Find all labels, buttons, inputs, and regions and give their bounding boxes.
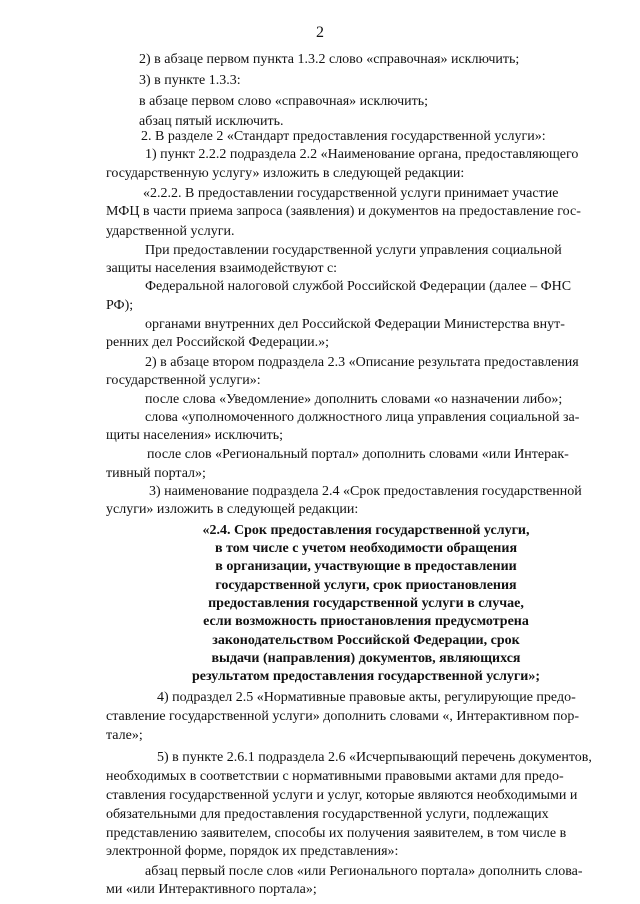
text-line: щиты населения» исключить; bbox=[106, 428, 284, 443]
text-line: 4) подраздел 2.5 «Нормативные правовые акты, регулирующие предо- bbox=[157, 690, 576, 705]
text-line: электронной форме, порядок их представления»: bbox=[106, 844, 399, 859]
text-line: МФЦ в части приема запроса (заявления) и документов на предоставление гос- bbox=[106, 204, 581, 219]
text-line: 5) в пункте 2.6.1 подраздела 2.6 «Исчерпывающий перечень документов, bbox=[157, 750, 592, 765]
text-line: «2.2.2. В предоставлении государственной услуги принимает участие bbox=[143, 186, 559, 201]
text-line: Федеральной налоговой службой Российской Федерации (далее – ФНС bbox=[145, 279, 572, 294]
page-number: 2 bbox=[316, 24, 324, 41]
section-heading-line: выдачи (направления) документов, являющихся bbox=[211, 651, 521, 666]
text-line: ренних дел Российской Федерации.»; bbox=[106, 335, 330, 350]
text-line: ми «или Интерактивного портала»; bbox=[106, 882, 317, 897]
text-line: обязательными для предоставления государственной услуги, подлежащих bbox=[106, 807, 549, 822]
text-line: абзац первый после слов «или Регионального портала» дополнить слова- bbox=[145, 864, 583, 879]
text-line: 3) наименование подраздела 2.4 «Срок предоставления государственной bbox=[149, 484, 582, 499]
text-line: ударственной услуги. bbox=[106, 224, 235, 239]
section-heading-line: результатом предоставления государственной услуги»; bbox=[191, 669, 541, 684]
text-line: абзац пятый исключить. bbox=[139, 114, 284, 129]
text-line: ставление государственной услуги» дополнить словами «, Интерактивном пор- bbox=[106, 709, 580, 724]
text-line: государственной услуги»: bbox=[106, 373, 261, 388]
text-line: органами внутренних дел Российской Федерации Министерства внут- bbox=[145, 317, 565, 332]
text-line: При предоставлении государственной услуги управления социальной bbox=[145, 243, 562, 258]
text-line: после слов «Региональный портал» дополнить словами «или Интерак- bbox=[147, 447, 569, 462]
section-heading-line: предоставления государственной услуги в случае, bbox=[208, 596, 524, 611]
text-line: 2) в абзаце втором подраздела 2.3 «Описание результата предоставления bbox=[145, 355, 579, 370]
text-line: защиты населения взаимодействуют с: bbox=[106, 261, 338, 276]
section-heading-line: в организации, участвующие в предоставлении bbox=[215, 559, 517, 574]
text-line: представлению заявителем, способы их получения заявителем, в том числе в bbox=[106, 826, 567, 841]
text-line: услуги» изложить в следующей редакции: bbox=[106, 502, 359, 517]
section-heading-line: если возможность приостановления предусмотрена bbox=[203, 614, 529, 629]
text-line: РФ); bbox=[106, 298, 134, 313]
section-heading-line: в том числе с учетом необходимости обращения bbox=[214, 541, 518, 556]
text-line: тале»; bbox=[106, 728, 143, 743]
text-line: в абзаце первом слово «справочная» исключить; bbox=[139, 94, 429, 109]
text-line: 3) в пункте 1.3.3: bbox=[139, 73, 241, 88]
text-line: 2. В разделе 2 «Стандарт предоставления государственной услуги»: bbox=[141, 129, 546, 144]
section-heading-line: законодательством Российской Федерации, срок bbox=[212, 633, 520, 648]
text-line: ставления государственной услуги и услуг, которые являются необходимыми и bbox=[106, 788, 578, 803]
text-line: тивный портал»; bbox=[106, 466, 206, 481]
text-line: слова «уполномоченного должностного лица управления социальной за- bbox=[145, 410, 580, 425]
section-heading-line: «2.4. Срок предоставления государственной услуги, bbox=[202, 523, 530, 538]
text-line: после слова «Уведомление» дополнить словами «о назначении либо»; bbox=[145, 392, 563, 407]
text-line: 1) пункт 2.2.2 подраздела 2.2 «Наименование органа, предоставляющего bbox=[145, 147, 579, 162]
text-line: необходимых в соответствии с нормативными правовыми актами для предо- bbox=[106, 769, 564, 784]
section-heading-line: государственной услуги, срок приостановления bbox=[215, 578, 517, 593]
text-line: государственную услугу» изложить в следующей редакции: bbox=[106, 166, 465, 181]
text-line: 2) в абзаце первом пункта 1.3.2 слово «справочная» исключить; bbox=[139, 52, 520, 67]
